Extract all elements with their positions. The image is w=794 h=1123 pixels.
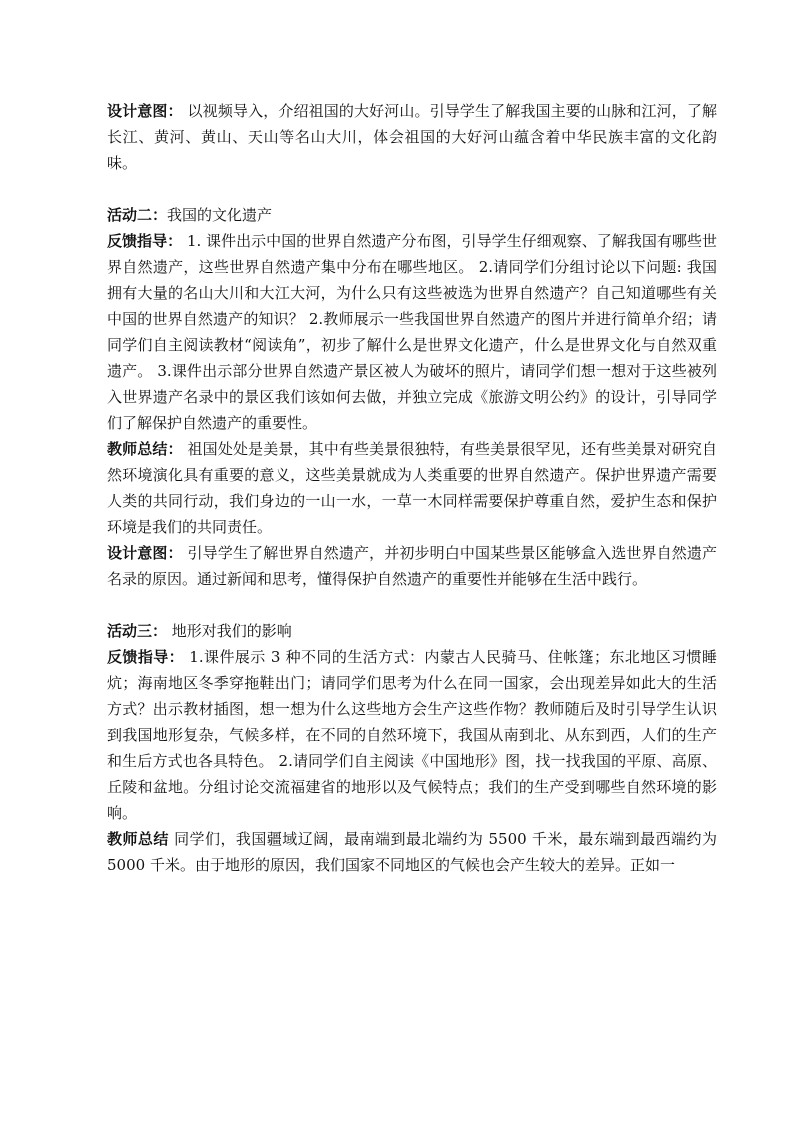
teacher-summary-label: 教师总结 [107, 830, 169, 848]
teacher-summary-text: 祖国处处是美景，其中有些美景很独特，有些美景很罕见，还有些美景对研究自然环境演化具有重要的意义，这些美景就成为人类重要的世界自然遗产。保护世界遗产需要人类的共同行动，我们身边的一山一水，一草一木同样需要保护尊重自然，爱护生态和保护环境是我们的共同责任。 [107, 440, 717, 536]
activity-three-label: 活动三： [107, 622, 168, 640]
design-intent-paragraph-1 [107, 98, 717, 176]
teacher-summary-text: 同学们，我国疆域辽阔，最南端到最北端约为 5500 千米，最东端到最西端约为 5000 千米。由于地形的原因，我们国家不同地区的气候也会产生较大的差异。正如一 [107, 830, 717, 874]
design-intent-label: 设计意图： [107, 102, 183, 120]
feedback-text: 1. 课件出示中国的世界自然遗产分布图，引导学生仔细观察、了解我国有哪些世界自然遗产，这些世界自然遗产集中分布在哪些地区。 2.请同学们分组讨论以下问题: 我国拥有大量的名山大川和大江大河，为什么只有这些被选为世界自然遗产？自己知道哪些有关中国的世界自然遗产的知识？ 2.教师展示一些我国世界自然遗产的图片并进行简单介绍；请同学们自主阅读教材“阅读角”，初步了解什么是世界文化遗产，什么是世界文化与自然双重遗产。 3.课件出示部分世界自然遗产景区被人为破坏的照片，请同学们想一想对于这些被列入世界遗产名录中的景区我们该如何去做，并独立完成《旅游文明公约》的设计，引导同学们了解保护自然遗产的重要性。 [107, 232, 717, 432]
spacer [107, 592, 717, 618]
activity-two-label: 活动二： [107, 206, 168, 224]
teacher-summary-label: 教师总结： [107, 440, 183, 458]
spacer [107, 176, 717, 202]
design-intent-text: 以视频导入，介绍祖国的大好河山。引导学生了解我国主要的山脉和江河，了解长江、黄河、黄山、天山等名山大川，体会祖国的大好河山蕴含着中华民族丰富的文化韵味。 [107, 102, 717, 172]
feedback-paragraph-2 [107, 228, 717, 436]
activity-two-title: 我国的文化遗产 [167, 206, 273, 224]
design-intent-label: 设计意图： [107, 544, 183, 562]
feedback-paragraph-3 [107, 644, 717, 826]
teacher-summary-paragraph-2 [107, 436, 717, 540]
activity-two-heading [107, 202, 717, 228]
design-intent-text: 引导学生了解世界自然遗产，并初步明白中国某些景区能够盒入选世界自然遗产名录的原因。通过新闻和思考，懂得保护自然遗产的重要性并能够在生活中践行。 [107, 544, 717, 588]
teacher-summary-paragraph-3 [107, 826, 717, 878]
design-intent-paragraph-2 [107, 540, 717, 592]
activity-three-heading [107, 618, 717, 644]
activity-three-title: 地形对我们的影响 [167, 622, 292, 640]
feedback-text: 1.课件展示 3 种不同的生活方式：内蒙古人民骑马、住帐篷；东北地区习惯睡炕；海南地区冬季穿拖鞋出门；请同学们思考为什么在同一国家，会出现差异如此大的生活方式？出示教材插图，想一想为什么这些地方会生产这些作物？教师随后及时引导学生认识到我国地形复杂，气候多样，在不同的自然环境下，我国从南到北、从东到西，人们的生产和生后方式也各具特色。 2.请同学们自主阅读《中国地形》图，找一找我国的平原、高原、丘陵和盆地。分组讨论交流福建省的地形以及气候特点；我们的生产受到哪些自然环境的影响。 [107, 648, 717, 822]
feedback-label: 反馈指导： [107, 232, 183, 250]
document-page [107, 98, 717, 878]
feedback-label: 反馈指导： [107, 648, 185, 666]
